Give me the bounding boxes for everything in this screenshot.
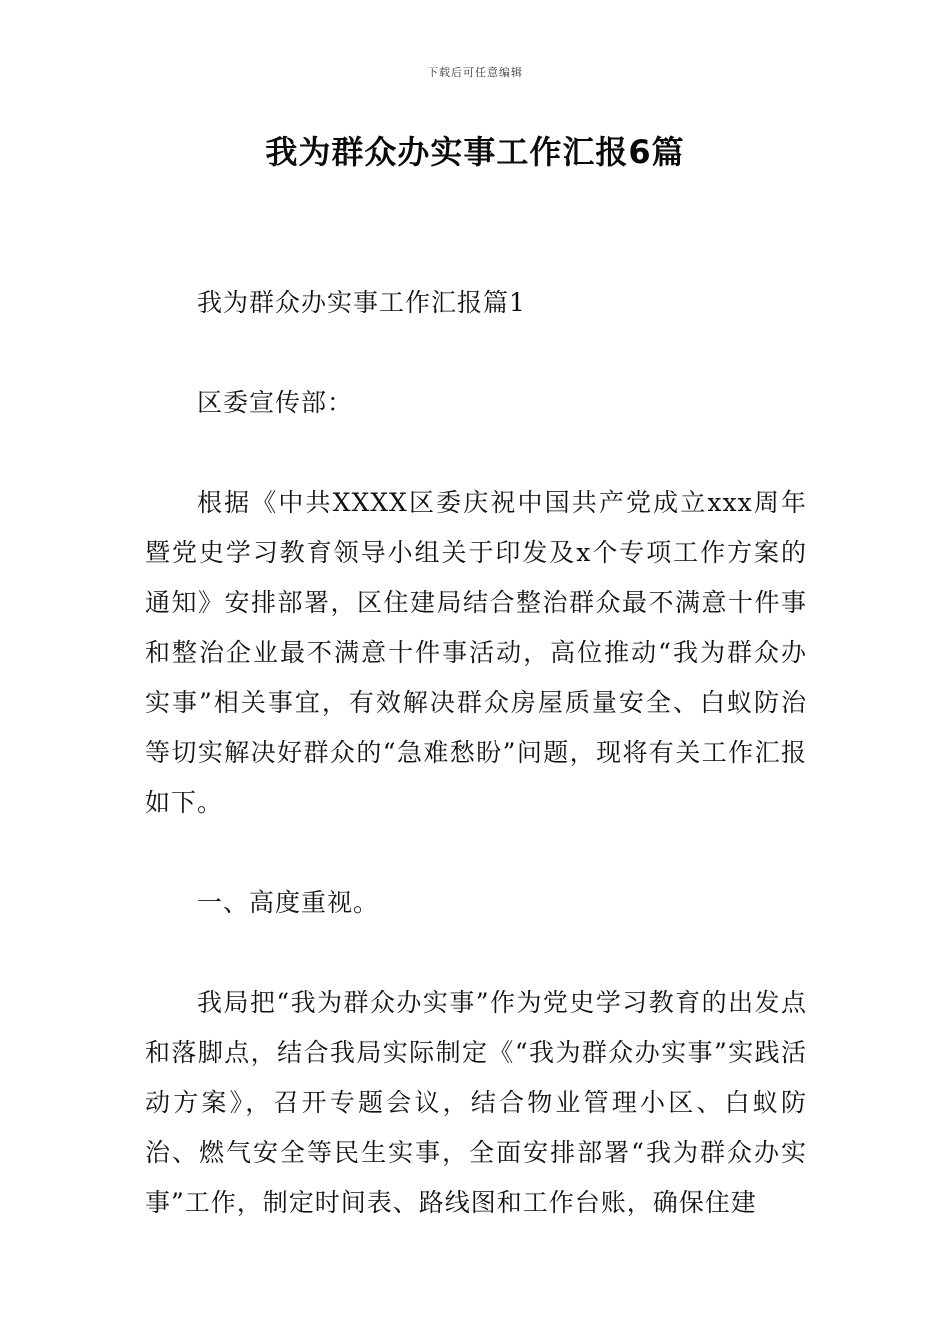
document-title: 我为群众办实事工作汇报6篇 bbox=[265, 133, 685, 171]
section-heading-1: 一、高度重视。 bbox=[197, 888, 380, 917]
header-note: 下载后可任意编辑 bbox=[427, 66, 523, 79]
body-paragraph-1: 根据《中共XXXX区委庆祝中国共产党成立xxx周年暨党史学习教育领导小组关于印发及x个专项工作方案的通知》安排部署，区住建局结合整治群众最不满意十件事和整治企业最不满意十件事活动，高位推动“我为群众办实事”相关事宜，有效解决群众房屋质量安全、白蚁防治等切实解决好群众的“急难愁盼”问题，现将有关工作汇报如下。 bbox=[145, 488, 807, 817]
salutation: 区委宣传部： bbox=[197, 388, 354, 417]
section-subtitle: 我为群众办实事工作汇报篇1 bbox=[197, 288, 526, 317]
document-body bbox=[145, 278, 807, 1228]
body-paragraph-2: 我局把“我为群众办实事”作为党史学习教育的出发点和落脚点，结合我局实际制定《“我为群众办实事”实践活动方案》，召开专题会议，结合物业管理小区、白蚁防治、燃气安全等民生实事，全面安排部署“我为群众办实事”工作，制定时间表、路线图和工作台账，确保住建 bbox=[145, 988, 807, 1217]
